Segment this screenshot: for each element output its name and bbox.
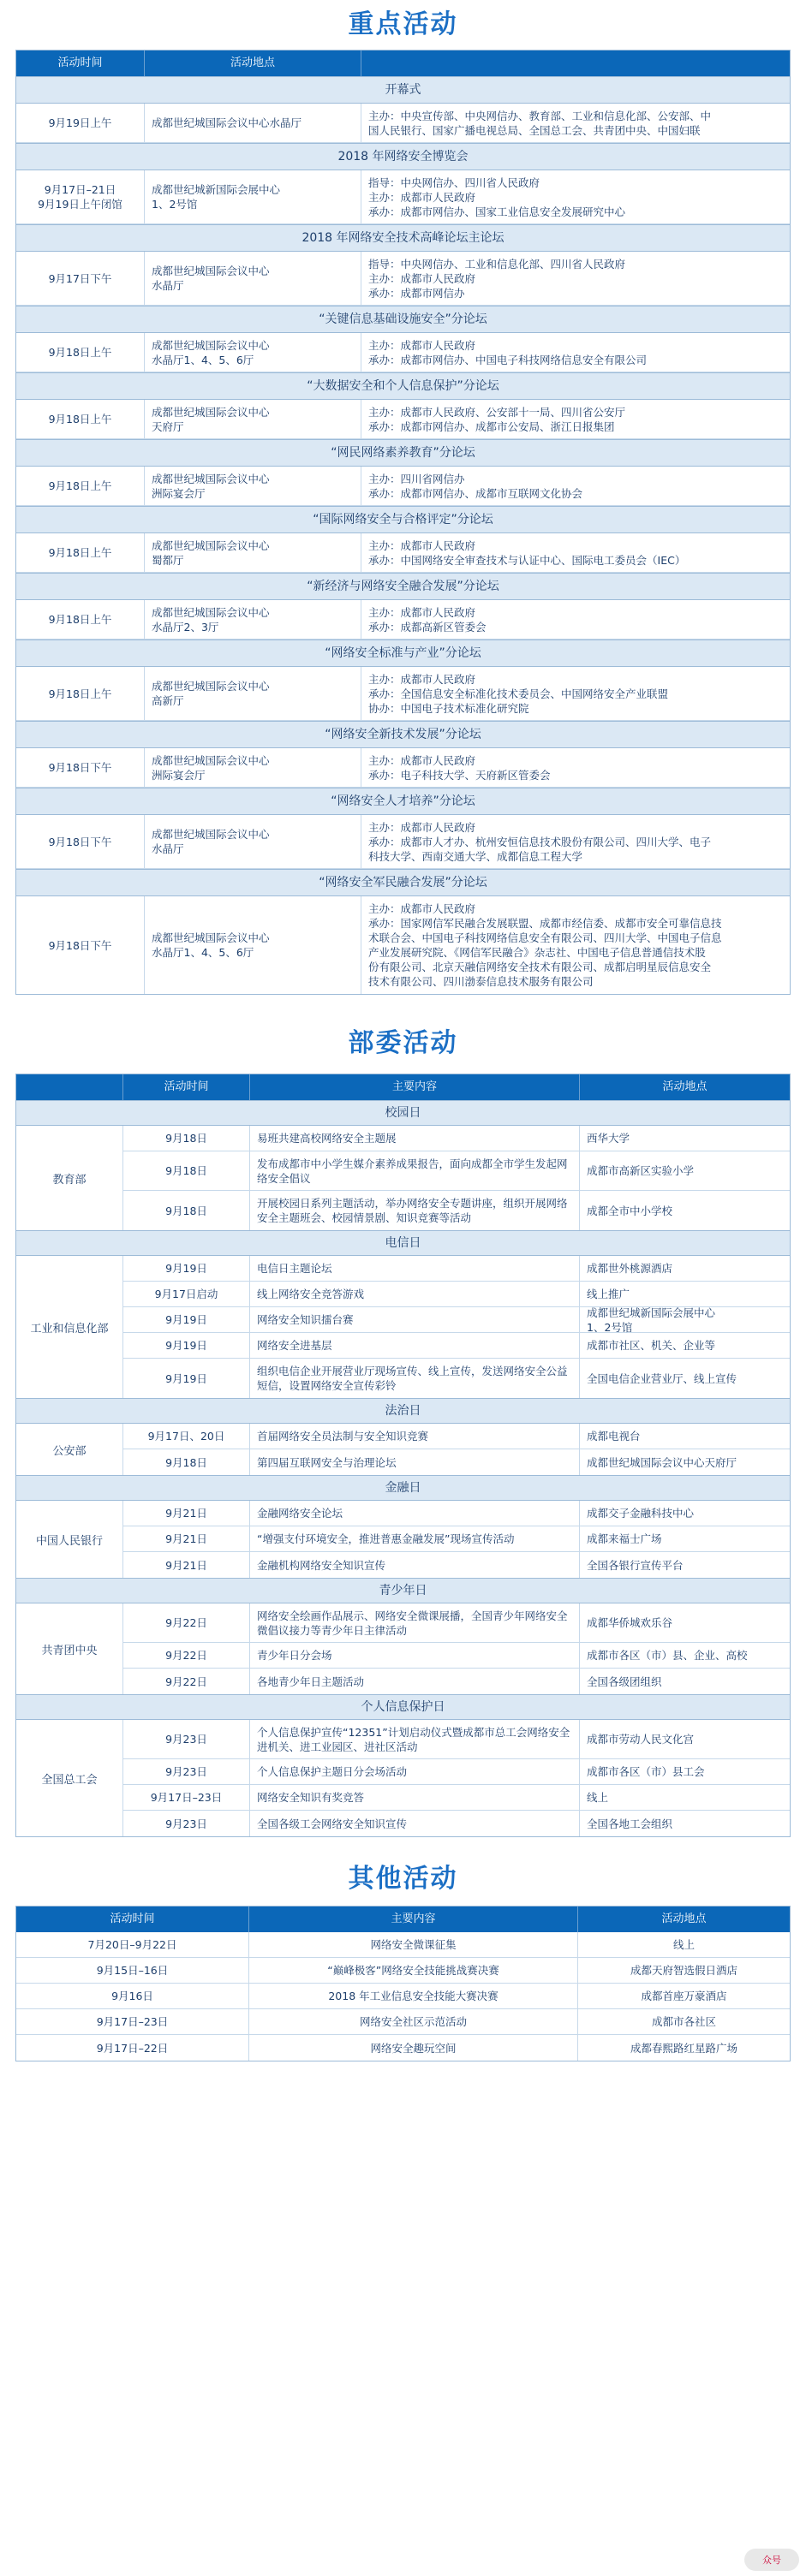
event-hosts-lines <box>368 538 685 568</box>
activity-row <box>123 1526 790 1552</box>
activity-time: 9月19日 <box>123 1256 250 1281</box>
other-time: 9月15日–16日 <box>16 1958 249 1983</box>
event-hosts <box>361 170 790 223</box>
event-hosts-lines <box>368 176 625 219</box>
activity-content: 各地青少年日主题活动 <box>250 1669 580 1694</box>
header-time: 活动时间 <box>16 1907 249 1932</box>
activity-time: 9月21日 <box>123 1526 250 1551</box>
activity-row <box>123 1424 790 1449</box>
event-time: 9月18日下午 <box>16 748 145 787</box>
activity-content: 全国各级工会网络安全知识宣传 <box>250 1811 580 1836</box>
event-host-line: 承办：中国网络安全审查技术与认证中心、国际电工委员会（IEC） <box>368 553 686 567</box>
activity-content: “增强支付环境安全，推进普惠金融发展”现场宣传活动 <box>250 1526 580 1551</box>
dept-name: 共青团中央 <box>16 1603 123 1694</box>
other-row <box>16 2035 790 2061</box>
ministry-table-header <box>16 1074 790 1100</box>
activity-row <box>123 1333 790 1359</box>
other-content: 网络安全微课征集 <box>249 1932 578 1957</box>
other-content: 网络安全社区示范活动 <box>249 2009 578 2034</box>
event-row <box>16 104 790 143</box>
activity-row <box>123 1759 790 1785</box>
event-host-line: 主办：成都市人民政府 <box>368 902 476 915</box>
activity-row <box>123 1449 790 1475</box>
event-row <box>16 748 790 788</box>
other-location: 成都首座万豪酒店 <box>641 1990 727 2002</box>
event-hosts <box>361 333 790 372</box>
activity-location: 成都交子金融科技中心 <box>587 1507 695 1520</box>
activity-location: 线上推广 <box>587 1288 630 1300</box>
event-host-line: 承办：成都市网信办、成都市公安局、浙江日报集团 <box>368 419 615 433</box>
header-dept <box>16 1074 123 1100</box>
activity-row <box>123 1191 790 1230</box>
activity-location: 成都市社区、机关、企业等 <box>587 1339 716 1352</box>
event-location: 成都世纪城国际会议中心 高新厅 <box>145 667 361 720</box>
event-host-line: 技术有限公司、四川渤泰信息技术服务有限公司 <box>368 975 594 988</box>
header-time: 活动时间 <box>123 1074 250 1100</box>
activity-content: 网络安全知识有奖竞答 <box>250 1785 580 1810</box>
activity-content: 网络安全进基层 <box>250 1333 580 1358</box>
activity-row <box>123 1643 790 1669</box>
key-events-list <box>16 76 790 994</box>
event-host-line: 主办：成都市人民政府 <box>368 271 476 285</box>
activity-location: 线上 <box>587 1791 609 1804</box>
event-hosts-lines <box>368 901 722 989</box>
event-host-line: 承办：成都高新区管委会 <box>368 620 487 634</box>
event-row <box>16 667 790 721</box>
event-hosts <box>361 252 790 305</box>
activity-row <box>123 1811 790 1836</box>
event-host-line: 承办：电子科技大学、天府新区管委会 <box>368 768 551 782</box>
activity-location: 成都市高新区实验小学 <box>587 1164 695 1177</box>
activity-time: 9月23日 <box>123 1759 250 1784</box>
event-hosts-lines <box>368 820 711 864</box>
event-host-line: 主办：成都市人民政府、公安部十一局、四川省公安厅 <box>368 405 626 419</box>
other-time: 9月16日 <box>16 1984 249 2008</box>
dept-name: 公安部 <box>16 1424 123 1475</box>
header-content: 主要内容 <box>250 1074 580 1100</box>
other-row <box>16 1958 790 1984</box>
other-activities-table <box>15 1906 791 2061</box>
other-location: 线上 <box>672 1938 695 1951</box>
other-content: 网络安全趣玩空间 <box>249 2035 578 2061</box>
activity-location: 成都世纪城新国际会展中心 1、2号馆 <box>587 1306 716 1334</box>
day-band: 法治日 <box>16 1398 790 1424</box>
activity-row <box>123 1720 790 1759</box>
event-hosts <box>361 896 790 994</box>
header-location: 活动地点 <box>662 1080 707 1093</box>
activity-row <box>123 1151 790 1191</box>
event-row <box>16 467 790 506</box>
event-hosts-lines <box>368 472 582 501</box>
activity-row <box>123 1307 790 1333</box>
key-table-header <box>16 51 790 76</box>
event-host-line: 主办：成都市人民政府 <box>368 605 476 619</box>
other-row <box>16 1984 790 2009</box>
day-band: 青少年日 <box>16 1578 790 1603</box>
activity-time: 9月19日 <box>123 1307 250 1332</box>
other-content: “巅峰极客”网络安全技能挑战赛决赛 <box>249 1958 578 1983</box>
activity-location: 成都来福士广场 <box>587 1532 662 1545</box>
event-name-band: 开幕式 <box>16 76 790 104</box>
event-name-band: “网民网络素养教育”分论坛 <box>16 439 790 467</box>
event-name-band: “国际网络安全与合格评定”分论坛 <box>16 506 790 533</box>
header-location: 活动地点 <box>145 51 361 76</box>
event-time: 9月18日上午 <box>16 667 145 720</box>
activity-content: 网络安全绘画作品展示、网络安全微课展播，全国青少年网络安全微倡议接力等青少年日主律活动 <box>250 1603 580 1642</box>
event-host-line: 术联合会、中国电子科技网络信息安全有限公司、四川大学、中国电子信息 <box>368 931 722 944</box>
header-hosts <box>361 51 790 76</box>
key-activities-table <box>15 50 791 995</box>
dept-group <box>16 1256 790 1398</box>
event-host-line: 指导：中央网信办、四川省人民政府 <box>368 176 540 189</box>
activity-content: 发布成都市中小学生媒介素养成果报告，面向成都全市学生发起网络安全倡议 <box>250 1151 580 1190</box>
activity-row <box>123 1603 790 1643</box>
activity-row <box>123 1256 790 1282</box>
activity-content: 个人信息保护宣传“12351”计划启动仪式暨成都市总工会网络安全进机关、进工业园区、进社区活动 <box>250 1720 580 1758</box>
event-hosts <box>361 748 790 787</box>
dept-rows <box>123 1424 790 1475</box>
activity-content: 开展校园日系列主题活动，举办网络安全专题讲座，组织开展网络安全主题班会、校园情景剧、知识竞赛等活动 <box>250 1191 580 1230</box>
event-location: 成都世纪城国际会议中心 水晶厅1、4、5、6厅 <box>145 333 361 372</box>
activity-location: 成都世纪城国际会议中心天府厅 <box>587 1455 737 1469</box>
event-time: 9月17日–21日 9月19日上午闭馆 <box>16 170 145 223</box>
activity-location: 全国电信企业营业厅、线上宣传 <box>587 1371 737 1385</box>
activity-location: 全国各地工会组织 <box>587 1817 673 1830</box>
event-time: 9月18日上午 <box>16 400 145 438</box>
other-content: 2018 年工业信息安全技能大赛决赛 <box>249 1984 578 2008</box>
dept-rows <box>123 1256 790 1398</box>
activity-time: 9月19日 <box>123 1333 250 1358</box>
event-hosts <box>361 467 790 505</box>
event-hosts <box>361 815 790 868</box>
dept-group <box>16 1603 790 1694</box>
header-time: 活动时间 <box>16 51 145 76</box>
dept-rows <box>123 1720 790 1836</box>
dept-name: 中国人民银行 <box>16 1501 123 1578</box>
event-row <box>16 600 790 640</box>
other-time: 7月20日–9月22日 <box>16 1932 249 1957</box>
event-time: 9月18日下午 <box>16 896 145 994</box>
event-row <box>16 815 790 869</box>
activity-content: 第四届互联网安全与治理论坛 <box>250 1449 580 1475</box>
activity-location: 全国各银行宣传平台 <box>587 1558 684 1572</box>
header-location: 活动地点 <box>661 1913 707 1925</box>
activity-location: 成都世外桃源酒店 <box>587 1262 673 1275</box>
other-location: 成都春熙路红星路广场 <box>630 2041 737 2055</box>
event-hosts-lines <box>368 109 711 138</box>
activity-time: 9月19日 <box>123 1359 250 1398</box>
event-row <box>16 533 790 573</box>
activity-row <box>123 1785 790 1811</box>
activity-row <box>123 1359 790 1398</box>
event-name-band: “网络安全人才培养”分论坛 <box>16 788 790 815</box>
other-location: 成都天府智选假日酒店 <box>630 1964 737 1977</box>
ministry-activities-table <box>15 1074 791 1837</box>
activity-content: 组织电信企业开展营业厅现场宣传、线上宣传，发送网络安全公益短信，设置网络安全宣传彩铃 <box>250 1359 580 1398</box>
other-location: 成都市各社区 <box>651 2015 716 2028</box>
activity-time: 9月18日 <box>123 1191 250 1230</box>
key-activities-title: 重点活动 <box>348 9 458 39</box>
activity-content: 青少年日分会场 <box>250 1643 580 1668</box>
event-time: 9月17日下午 <box>16 252 145 305</box>
day-band: 校园日 <box>16 1100 790 1126</box>
activity-time: 9月17日、20日 <box>123 1424 250 1449</box>
dept-group <box>16 1424 790 1475</box>
event-host-line: 主办：成都市人民政府 <box>368 753 476 767</box>
event-host-line: 承办：成都市网信办 <box>368 286 465 300</box>
event-hosts <box>361 104 790 142</box>
event-location: 成都世纪城国际会议中心 水晶厅 <box>145 815 361 868</box>
watermark-logo: 众号 <box>744 2549 799 2571</box>
other-rows-list <box>16 1932 790 2061</box>
activity-location: 成都市各区（市）县工会 <box>587 1765 705 1778</box>
ministry-activities-title: 部委活动 <box>348 1028 458 1058</box>
event-time: 9月18日上午 <box>16 333 145 372</box>
activity-time: 9月21日 <box>123 1501 250 1526</box>
event-host-line: 主办：成都市人民政府 <box>368 672 476 686</box>
dept-rows <box>123 1501 790 1578</box>
activity-content: 网络安全知识擂台赛 <box>250 1307 580 1332</box>
activity-row <box>123 1126 790 1151</box>
activity-time: 9月18日 <box>123 1126 250 1151</box>
event-host-line: 份有限公司、北京天融信网络安全技术有限公司、成都启明星辰信息安全 <box>368 961 712 973</box>
event-host-line: 主办：成都市人民政府 <box>368 538 476 552</box>
other-time: 9月17日–22日 <box>16 2035 249 2061</box>
activity-content: 金融网络安全论坛 <box>250 1501 580 1526</box>
other-row <box>16 1932 790 1958</box>
event-location: 成都世纪城国际会议中心水晶厅 <box>145 104 361 142</box>
activity-location: 成都电视台 <box>587 1430 641 1443</box>
activity-time: 9月23日 <box>123 1720 250 1758</box>
activity-time: 9月22日 <box>123 1643 250 1668</box>
activity-row <box>123 1552 790 1578</box>
event-time: 9月18日上午 <box>16 600 145 639</box>
day-band: 个人信息保护日 <box>16 1694 790 1720</box>
event-time: 9月18日上午 <box>16 533 145 572</box>
day-band: 电信日 <box>16 1230 790 1256</box>
activity-time: 9月23日 <box>123 1811 250 1836</box>
activity-location: 成都市各区（市）县、企业、高校 <box>587 1649 748 1662</box>
activity-time: 9月21日 <box>123 1552 250 1578</box>
activity-time: 9月17日–23日 <box>123 1785 250 1810</box>
activity-content: 线上网络安全竞答游戏 <box>250 1282 580 1306</box>
event-location: 成都世纪城国际会议中心 洲际宴会厅 <box>145 748 361 787</box>
dept-name: 全国总工会 <box>16 1720 123 1836</box>
dept-group <box>16 1720 790 1836</box>
ministry-groups-list <box>16 1100 790 1836</box>
event-hosts <box>361 400 790 438</box>
dept-name: 教育部 <box>16 1126 123 1230</box>
activity-location: 成都全市中小学校 <box>587 1204 673 1217</box>
event-name-band: “网络安全标准与产业”分论坛 <box>16 640 790 667</box>
dept-rows <box>123 1603 790 1694</box>
event-name-band: 2018 年网络安全博览会 <box>16 143 790 170</box>
event-hosts-lines <box>368 405 625 434</box>
dept-name: 工业和信息化部 <box>16 1256 123 1398</box>
event-name-band: “关键信息基础设施安全”分论坛 <box>16 306 790 333</box>
activity-content: 个人信息保护主题日分会场活动 <box>250 1759 580 1784</box>
event-name-band: “网络安全新技术发展”分论坛 <box>16 721 790 748</box>
event-time: 9月18日下午 <box>16 815 145 868</box>
activity-location: 西华大学 <box>587 1132 630 1145</box>
event-location: 成都世纪城国际会议中心 水晶厅 <box>145 252 361 305</box>
dept-rows <box>123 1126 790 1230</box>
event-host-line: 主办：成都市人民政府 <box>368 190 476 204</box>
event-host-line: 国人民银行、国家广播电视总局、全国总工会、共青团中央、中国妇联 <box>368 123 701 137</box>
event-row <box>16 170 790 224</box>
event-name-band: 2018 年网络安全技术高峰论坛主论坛 <box>16 224 790 252</box>
event-hosts <box>361 600 790 639</box>
event-row <box>16 252 790 306</box>
activity-row <box>123 1669 790 1694</box>
event-host-line: 主办：成都市人民政府 <box>368 338 476 352</box>
activity-content: 电信日主题论坛 <box>250 1256 580 1281</box>
other-row <box>16 2009 790 2035</box>
event-host-line: 产业发展研究院、《网信军民融合》杂志社、中国电子信息普通信技术股 <box>368 946 706 959</box>
dept-group <box>16 1501 790 1578</box>
activity-content: 首届网络安全员法制与安全知识竞赛 <box>250 1424 580 1449</box>
event-time: 9月18日上午 <box>16 467 145 505</box>
activity-time: 9月18日 <box>123 1449 250 1475</box>
event-host-line: 承办：成都市网信办、国家工业信息安全发展研究中心 <box>368 205 626 218</box>
activity-content: 易班共建高校网络安全主题展 <box>250 1126 580 1151</box>
event-host-line: 指导：中央网信办、工业和信息化部、四川省人民政府 <box>368 257 626 271</box>
event-hosts-lines <box>368 257 625 300</box>
activity-content: 金融机构网络安全知识宣传 <box>250 1552 580 1578</box>
activity-time: 9月22日 <box>123 1603 250 1642</box>
other-time: 9月17日–23日 <box>16 2009 249 2034</box>
event-row <box>16 400 790 439</box>
event-time: 9月19日上午 <box>16 104 145 142</box>
header-content: 主要内容 <box>249 1907 578 1932</box>
event-name-band: “大数据安全和个人信息保护”分论坛 <box>16 372 790 400</box>
other-activities-title: 其他活动 <box>348 1864 458 1894</box>
event-row <box>16 896 790 994</box>
event-host-line: 主办：成都市人民政府 <box>368 820 476 834</box>
event-hosts-lines <box>368 753 551 782</box>
event-location: 成都世纪城新国际会展中心 1、2号馆 <box>145 170 361 223</box>
event-location: 成都世纪城国际会议中心 天府厅 <box>145 400 361 438</box>
activity-time: 9月18日 <box>123 1151 250 1190</box>
activity-row <box>123 1282 790 1307</box>
activity-location: 全国各级团组织 <box>587 1675 662 1688</box>
event-location: 成都世纪城国际会议中心 蜀都厅 <box>145 533 361 572</box>
event-host-line: 协办：中国电子技术标准化研究院 <box>368 701 529 715</box>
event-hosts <box>361 533 790 572</box>
activity-location: 成都华侨城欢乐谷 <box>587 1616 673 1629</box>
event-location: 成都世纪城国际会议中心 水晶厅2、3厅 <box>145 600 361 639</box>
event-host-line: 承办：成都市人才办、杭州安恒信息技术股份有限公司、四川大学、电子 <box>368 835 712 848</box>
day-band: 金融日 <box>16 1475 790 1501</box>
activity-location: 成都市劳动人民文化宫 <box>587 1733 695 1746</box>
event-host-line: 承办：全国信息安全标准化技术委员会、中国网络安全产业联盟 <box>368 687 669 700</box>
other-table-header <box>16 1907 790 1932</box>
activity-time: 9月22日 <box>123 1669 250 1694</box>
event-name-band: “新经济与网络安全融合发展”分论坛 <box>16 573 790 600</box>
event-location: 成都世纪城国际会议中心 水晶厅1、4、5、6厅 <box>145 896 361 994</box>
event-host-line: 主办：四川省网信办 <box>368 472 465 485</box>
event-name-band: “网络安全军民融合发展”分论坛 <box>16 869 790 896</box>
activity-time: 9月17日启动 <box>123 1282 250 1306</box>
event-row <box>16 333 790 372</box>
event-location: 成都世纪城国际会议中心 洲际宴会厅 <box>145 467 361 505</box>
event-host-line: 承办：成都市网信办、成都市互联网文化协会 <box>368 486 583 500</box>
event-host-line: 科技大学、西南交通大学、成都信息工程大学 <box>368 849 583 863</box>
event-hosts <box>361 667 790 720</box>
event-hosts-lines <box>368 338 647 367</box>
event-host-line: 承办：国家网信军民融合发展联盟、成都市经信委、成都市安全可靠信息技 <box>368 917 722 930</box>
activity-row <box>123 1501 790 1526</box>
event-host-line: 承办：成都市网信办、中国电子科技网络信息安全有限公司 <box>368 353 648 366</box>
event-hosts-lines <box>368 605 487 634</box>
dept-group <box>16 1126 790 1230</box>
event-host-line: 主办：中央宣传部、中央网信办、教育部、工业和信息化部、公安部、中 <box>368 109 712 122</box>
event-hosts-lines <box>368 672 668 716</box>
